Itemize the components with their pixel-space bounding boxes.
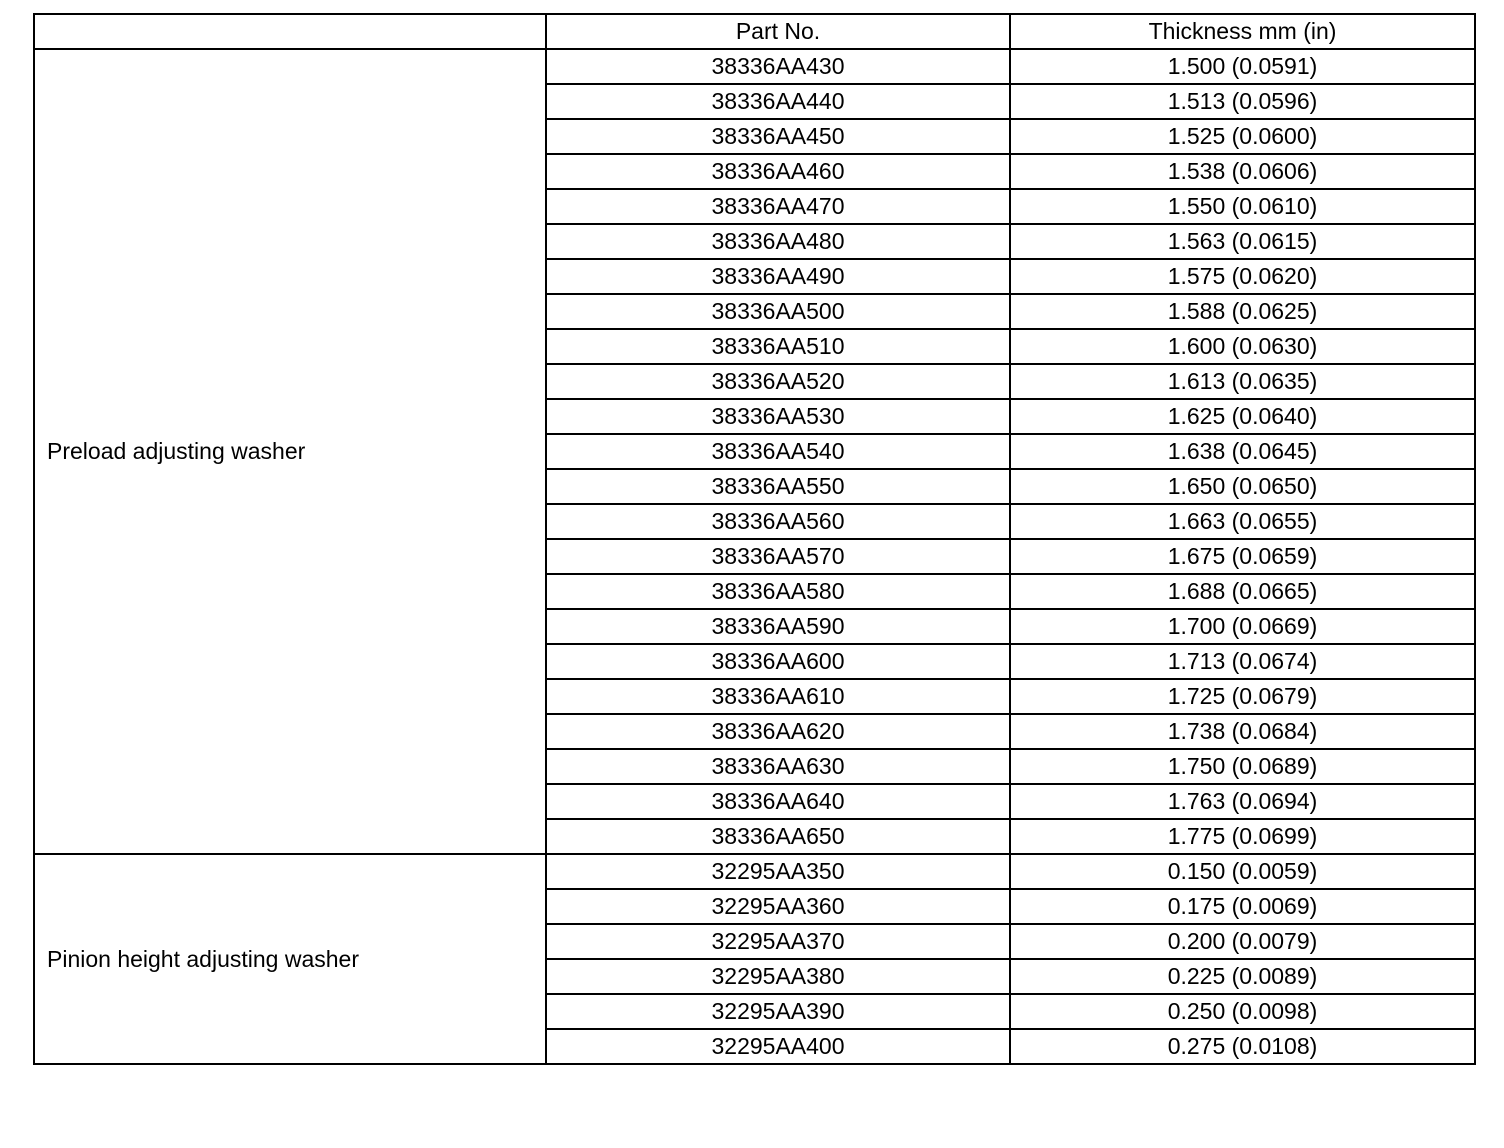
thickness-cell: 1.613 (0.0635) [1010,364,1475,399]
thickness-cell: 1.688 (0.0665) [1010,574,1475,609]
part-number-cell: 32295AA360 [546,889,1010,924]
thickness-cell: 1.725 (0.0679) [1010,679,1475,714]
part-number-cell: 38336AA510 [546,329,1010,364]
thickness-cell: 0.250 (0.0098) [1010,994,1475,1029]
group-label: Pinion height adjusting washer [34,854,546,1064]
part-number-cell: 38336AA450 [546,119,1010,154]
table-body [34,49,1475,1064]
thickness-cell: 1.713 (0.0674) [1010,644,1475,679]
part-number-cell: 38336AA560 [546,504,1010,539]
part-number-cell: 38336AA430 [546,49,1010,84]
thickness-cell: 0.275 (0.0108) [1010,1029,1475,1064]
thickness-cell: 1.738 (0.0684) [1010,714,1475,749]
thickness-cell: 1.500 (0.0591) [1010,49,1475,84]
thickness-cell: 1.663 (0.0655) [1010,504,1475,539]
thickness-cell: 1.750 (0.0689) [1010,749,1475,784]
washer-spec-table [33,13,1476,1065]
thickness-cell: 0.225 (0.0089) [1010,959,1475,994]
thickness-cell: 1.763 (0.0694) [1010,784,1475,819]
part-number-cell: 38336AA550 [546,469,1010,504]
part-number-cell: 32295AA390 [546,994,1010,1029]
thickness-cell: 1.563 (0.0615) [1010,224,1475,259]
table-row [34,854,1475,889]
thickness-cell: 1.675 (0.0659) [1010,539,1475,574]
part-number-cell: 32295AA380 [546,959,1010,994]
header-row [34,14,1475,49]
part-number-cell: 32295AA350 [546,854,1010,889]
part-number-cell: 38336AA630 [546,749,1010,784]
header-thickness: Thickness mm (in) [1010,14,1475,49]
group-label: Preload adjusting washer [34,49,546,854]
part-number-cell: 38336AA570 [546,539,1010,574]
part-number-cell: 38336AA620 [546,714,1010,749]
thickness-cell: 1.538 (0.0606) [1010,154,1475,189]
part-number-cell: 32295AA400 [546,1029,1010,1064]
thickness-cell: 1.650 (0.0650) [1010,469,1475,504]
part-number-cell: 38336AA470 [546,189,1010,224]
header-part-no: Part No. [546,14,1010,49]
thickness-cell: 0.200 (0.0079) [1010,924,1475,959]
part-number-cell: 38336AA640 [546,784,1010,819]
thickness-cell: 1.525 (0.0600) [1010,119,1475,154]
thickness-cell: 1.638 (0.0645) [1010,434,1475,469]
part-number-cell: 38336AA440 [546,84,1010,119]
part-number-cell: 38336AA600 [546,644,1010,679]
thickness-cell: 0.150 (0.0059) [1010,854,1475,889]
part-number-cell: 38336AA530 [546,399,1010,434]
thickness-cell: 1.550 (0.0610) [1010,189,1475,224]
part-number-cell: 38336AA520 [546,364,1010,399]
part-number-cell: 32295AA370 [546,924,1010,959]
table-row [34,49,1475,84]
part-number-cell: 38336AA490 [546,259,1010,294]
thickness-cell: 1.513 (0.0596) [1010,84,1475,119]
thickness-cell: 1.625 (0.0640) [1010,399,1475,434]
part-number-cell: 38336AA460 [546,154,1010,189]
part-number-cell: 38336AA480 [546,224,1010,259]
thickness-cell: 1.575 (0.0620) [1010,259,1475,294]
thickness-cell: 0.175 (0.0069) [1010,889,1475,924]
part-number-cell: 38336AA590 [546,609,1010,644]
thickness-cell: 1.588 (0.0625) [1010,294,1475,329]
thickness-cell: 1.775 (0.0699) [1010,819,1475,854]
part-number-cell: 38336AA540 [546,434,1010,469]
part-number-cell: 38336AA610 [546,679,1010,714]
header-group [34,14,546,49]
part-number-cell: 38336AA580 [546,574,1010,609]
part-number-cell: 38336AA500 [546,294,1010,329]
part-number-cell: 38336AA650 [546,819,1010,854]
thickness-cell: 1.600 (0.0630) [1010,329,1475,364]
thickness-cell: 1.700 (0.0669) [1010,609,1475,644]
